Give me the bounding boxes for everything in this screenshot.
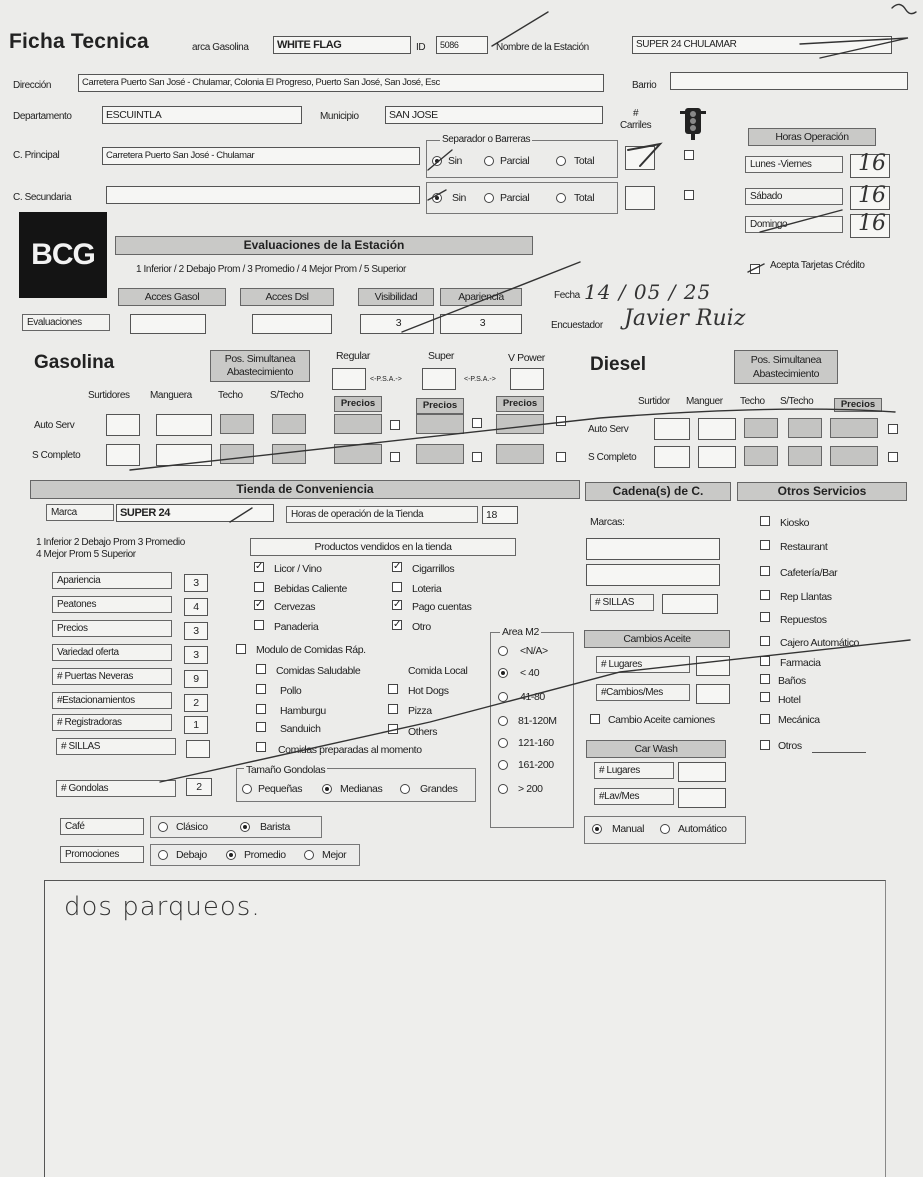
rating-peatones-field[interactable]: 4 xyxy=(184,598,208,616)
fecha-value: 14 / 05 / 25 xyxy=(584,280,712,304)
address-label: Dirección xyxy=(13,80,52,91)
municipality-label: Municipio xyxy=(320,111,359,122)
rating-variedad-field[interactable]: 3 xyxy=(184,646,208,664)
station-name-label: Nombre de la Estación xyxy=(496,42,589,53)
tienda-horas-label: Horas de operación de la Tienda xyxy=(286,506,478,523)
psa-label-1: <-P.S.A.-> xyxy=(370,376,402,383)
pen-tick-2 xyxy=(800,38,908,58)
evaluations-header: Evaluaciones de la Estación xyxy=(115,236,533,255)
weekdays-label: Lunes -Viernes xyxy=(745,156,843,173)
diesel-row-scompleto: S Completo xyxy=(588,452,637,463)
modulo-comidas-label: Modulo de Comidas Ráp. xyxy=(256,644,366,656)
pen-tick-separator xyxy=(428,150,452,170)
weekdays-hours-value: 16 xyxy=(858,151,886,176)
rating-sillas-label: # SILLAS xyxy=(56,738,176,755)
super-label: Super xyxy=(428,350,455,362)
cambios-aceite-button[interactable]: Cambios Aceite xyxy=(584,630,730,648)
product-pago-label: Pago cuentas xyxy=(412,601,472,613)
product-cigarrillos-check[interactable]: ✓ xyxy=(393,561,402,572)
productos-button[interactable]: Productos vendidos en la tienda xyxy=(250,538,516,556)
tienda-header: Tienda de Conveniencia xyxy=(30,480,580,499)
sunday-hours-value: 16 xyxy=(858,211,886,236)
gas-col-techo: Techo xyxy=(218,390,243,401)
visibilidad-button[interactable]: Visibilidad xyxy=(358,288,434,306)
tienda-horas-field[interactable]: 18 xyxy=(482,506,518,524)
pen-stroke-eval xyxy=(402,262,580,332)
municipality-field[interactable]: SAN JOSE xyxy=(385,106,603,124)
marcas-label: Marcas: xyxy=(590,516,625,528)
pen-tick-1 xyxy=(492,12,548,46)
area-41-80-label: 41-80 xyxy=(520,691,545,703)
tienda-scale-1: 1 Inferior 2 Debajo Prom 3 Promedio xyxy=(36,537,185,548)
gasolina-title: Gasolina xyxy=(34,352,115,373)
product-otro-label: Otro xyxy=(412,621,431,633)
area-na-label: <N/A> xyxy=(520,645,548,657)
brand-label: arca Gasolina xyxy=(192,42,249,53)
rating-estacionamientos-field[interactable]: 2 xyxy=(184,694,208,712)
product-cervezas-label: Cervezas xyxy=(274,601,316,613)
rating-puertas-field[interactable]: 9 xyxy=(184,670,208,688)
rating-estacionamientos-label: #Estacionamientos xyxy=(52,692,172,709)
gondolas-grandes-label: Grandes xyxy=(420,783,458,795)
notes-text: dos parqueos. xyxy=(64,892,261,922)
service-farmacia-label: Farmacia xyxy=(780,657,821,669)
regular-label: Regular xyxy=(336,350,370,362)
rating-gondolas-field[interactable]: 2 xyxy=(186,778,212,796)
pen-tick-marca xyxy=(230,508,252,522)
separator-title: Separador o Barreras xyxy=(442,134,531,145)
psa-label-2: <-P.S.A.-> xyxy=(464,376,496,383)
gas-row-scompleto: S Completo xyxy=(32,450,81,461)
diesel-row-autoserv: Auto Serv xyxy=(588,424,629,435)
saturday-hours-value: 16 xyxy=(858,183,886,208)
vpower-precios-header: Precios xyxy=(496,396,544,412)
department-field[interactable]: ESCUINTLA xyxy=(102,106,302,124)
separator2-parcial-label: Parcial xyxy=(500,192,530,204)
encuestador-value: Javier Ruiz xyxy=(624,306,746,331)
regular-precios-header: Precios xyxy=(334,396,382,412)
rating-variedad-label: Variedad oferta xyxy=(52,644,172,661)
horas-operacion-button[interactable]: Horas Operación xyxy=(748,128,876,146)
carwash-auto-label: Automático xyxy=(678,823,727,835)
accept-cards-label: Acepta Tarjetas Crédito xyxy=(770,260,865,271)
main-street-field[interactable]: Carretera Puerto San José - Chulamar xyxy=(102,147,420,165)
marca-label: Marca xyxy=(46,504,114,521)
id-field[interactable]: 5086 xyxy=(436,36,488,54)
evaluaciones-label: Evaluaciones xyxy=(22,314,110,331)
product-loteria-label: Loteria xyxy=(412,583,442,595)
service-otros-label: Otros xyxy=(778,740,802,752)
area-81-120-label: 81-120M xyxy=(518,715,557,727)
cafe-barista-label: Barista xyxy=(260,821,290,833)
aceite-camiones-label: Cambio Aceite camiones xyxy=(608,714,715,726)
service-restaurant-label: Restaurant xyxy=(780,541,828,553)
cadena-sillas-label: # SILLAS xyxy=(590,594,654,611)
encuestador-label: Encuestador xyxy=(551,320,603,331)
food-sanduich-label: Sanduich xyxy=(280,723,321,735)
station-name-field[interactable]: SUPER 24 CHULAMAR xyxy=(632,36,892,54)
rating-peatones-label: Peatones xyxy=(52,596,172,613)
rating-precios-field[interactable]: 3 xyxy=(184,622,208,640)
rating-apariencia-field[interactable]: 3 xyxy=(184,574,208,592)
food-saludable-label: Comidas Saludable xyxy=(276,665,361,677)
area-161-200-label: 161-200 xyxy=(518,759,554,771)
gasolina-pos-simultanea-button[interactable]: Pos. Simultanea Abastecimiento xyxy=(210,350,310,382)
product-bebidas-label: Bebidas Caliente xyxy=(274,583,347,595)
gas-col-surtidores: Surtidores xyxy=(88,390,130,401)
promo-debajo-label: Debajo xyxy=(176,849,207,861)
carriles-label: # Carriles xyxy=(620,108,652,131)
gondolas-size-title: Tamaño Gondolas xyxy=(246,764,326,776)
area-lt40-label: < 40 xyxy=(520,667,540,679)
separator1-sin-label: Sin xyxy=(448,155,462,167)
service-banos-label: Baños xyxy=(778,675,806,687)
area-m2-title: Area M2 xyxy=(502,626,539,638)
rating-precios-label: Precios xyxy=(52,620,172,637)
gondolas-medianas-label: Medianas xyxy=(340,783,383,795)
cambios-mes-label: #Cambios/Mes xyxy=(596,684,690,701)
diesel-precios-header: Precios xyxy=(834,398,882,412)
apariencia-field[interactable]: 3 xyxy=(440,314,522,334)
cadena-header: Cadena(s) de C. xyxy=(585,482,731,501)
id-label: ID xyxy=(416,42,426,53)
service-cajero-label: Cajero Automático xyxy=(780,637,859,649)
product-licor-check[interactable]: ✓ xyxy=(255,561,264,572)
service-kiosko-label: Kiosko xyxy=(780,517,810,529)
barrio-label: Barrio xyxy=(632,80,657,91)
food-others-label: Others xyxy=(408,726,438,738)
pen-check-carriles xyxy=(628,144,660,166)
comida-local-label: Comida Local xyxy=(408,665,468,677)
service-mecanica-label: Mecánica xyxy=(778,714,820,726)
form-title: Ficha Tecnica xyxy=(9,30,149,53)
pen-tick-separator2 xyxy=(428,190,446,200)
food-hamburgu-label: Hamburgu xyxy=(280,705,326,717)
pen-tick-cards xyxy=(748,264,764,272)
promociones-label: Promociones xyxy=(60,846,144,863)
gondolas-pequenas-label: Pequeñas xyxy=(258,783,303,795)
otros-servicios-header: Otros Servicios xyxy=(737,482,907,501)
gas-col-stecho: S/Techo xyxy=(270,390,304,401)
acces-gasol-button[interactable]: Acces Gasol xyxy=(118,288,226,306)
separator2-total-label: Total xyxy=(574,192,595,204)
apariencia-button[interactable]: Apariencia xyxy=(440,288,522,306)
service-cafeteria-label: Cafetería/Bar xyxy=(780,567,838,579)
carwash-manual-label: Manual xyxy=(612,823,645,835)
visibilidad-field[interactable]: 3 xyxy=(360,314,434,334)
diesel-col-surtidor: Surtidor xyxy=(638,396,670,407)
car-wash-button[interactable]: Car Wash xyxy=(586,740,726,758)
main-street-label: C. Principal xyxy=(13,150,60,161)
food-pizza-label: Pizza xyxy=(408,705,432,717)
service-hotel-label: Hotel xyxy=(778,694,801,706)
secondary-street-label: C. Secundaria xyxy=(13,192,72,203)
food-pollo-label: Pollo xyxy=(280,685,302,697)
cafe-clasico-label: Clásico xyxy=(176,821,208,833)
diesel-col-manguer: Manguer xyxy=(686,396,723,407)
service-repuestos-label: Repuestos xyxy=(780,614,827,626)
tienda-scale-2: 4 Mejor Prom 5 Superior xyxy=(36,549,136,560)
rating-registradoras-field[interactable]: 1 xyxy=(184,716,208,734)
acces-dsl-button[interactable]: Acces Dsl xyxy=(240,288,334,306)
gas-col-manguera: Manguera xyxy=(150,390,192,401)
rating-apariencia-label: Apariencia xyxy=(52,572,172,589)
gas-row-autoserv: Auto Serv xyxy=(34,420,75,431)
vpower-label: V Power xyxy=(508,352,545,364)
lav-mes-label: #Lav/Mes xyxy=(594,788,674,805)
diesel-pos-simultanea-button[interactable]: Pos. Simultanea Abastecimiento xyxy=(734,350,838,384)
diesel-title: Diesel xyxy=(590,354,646,375)
rating-registradoras-label: # Registradoras xyxy=(52,714,172,731)
pen-stroke-prices xyxy=(130,409,895,470)
area-121-160-label: 121-160 xyxy=(518,737,554,749)
diesel-col-techo: Techo xyxy=(740,396,765,407)
saturday-label: Sábado xyxy=(745,188,843,205)
bcg-logo: BCG xyxy=(19,212,107,298)
sunday-label: Domingo xyxy=(745,216,843,233)
service-llantas-label: Rep Llantas xyxy=(780,591,832,603)
brand-field[interactable]: WHITE FLAG xyxy=(273,36,411,54)
product-pago-check[interactable]: ✓ xyxy=(393,599,402,610)
area-gt200-label: > 200 xyxy=(518,783,543,795)
promo-promedio-label: Promedio xyxy=(244,849,286,861)
food-preparadas-label: Comidas preparadas al momento xyxy=(278,744,422,756)
address-field[interactable]: Carretera Puerto San José - Chulamar, Colonia El Progreso, Puerto San José, San José, Esc xyxy=(78,74,604,92)
separator1-parcial-label: Parcial xyxy=(500,155,530,167)
product-otro-check[interactable]: ✓ xyxy=(393,619,402,630)
diesel-col-stecho: S/Techo xyxy=(780,396,814,407)
rating-gondolas-label: # Gondolas xyxy=(56,780,176,797)
pen-stroke-services xyxy=(160,640,910,782)
department-label: Departamento xyxy=(13,111,72,122)
product-cervezas-check[interactable]: ✓ xyxy=(255,599,264,610)
cafe-label: Café xyxy=(60,818,144,835)
separator1-total-label: Total xyxy=(574,155,595,167)
marca-field[interactable]: SUPER 24 xyxy=(116,504,274,522)
fecha-label: Fecha xyxy=(554,290,580,301)
promo-mejor-label: Mejor xyxy=(322,849,347,861)
rating-puertas-label: # Puertas Neveras xyxy=(52,668,172,685)
pen-mark-corner xyxy=(892,4,916,13)
product-cigarrillos-label: Cigarrillos xyxy=(412,563,455,575)
food-hotdogs-label: Hot Dogs xyxy=(408,685,449,697)
pen-stroke-hours xyxy=(760,210,842,232)
aceite-lugares-label: # Lugares xyxy=(596,656,690,673)
carwash-lugares-label: # Lugares xyxy=(594,762,674,779)
evaluations-scale: 1 Inferior / 2 Debajo Prom / 3 Promedio / 4 Mejor Prom / 5 Superior xyxy=(136,264,406,275)
super-precios-header: Precios xyxy=(416,398,464,414)
separator2-sin-label: Sin xyxy=(452,192,466,204)
product-licor-label: Licor / Vino xyxy=(274,563,322,575)
product-panaderia-label: Panaderia xyxy=(274,621,319,633)
